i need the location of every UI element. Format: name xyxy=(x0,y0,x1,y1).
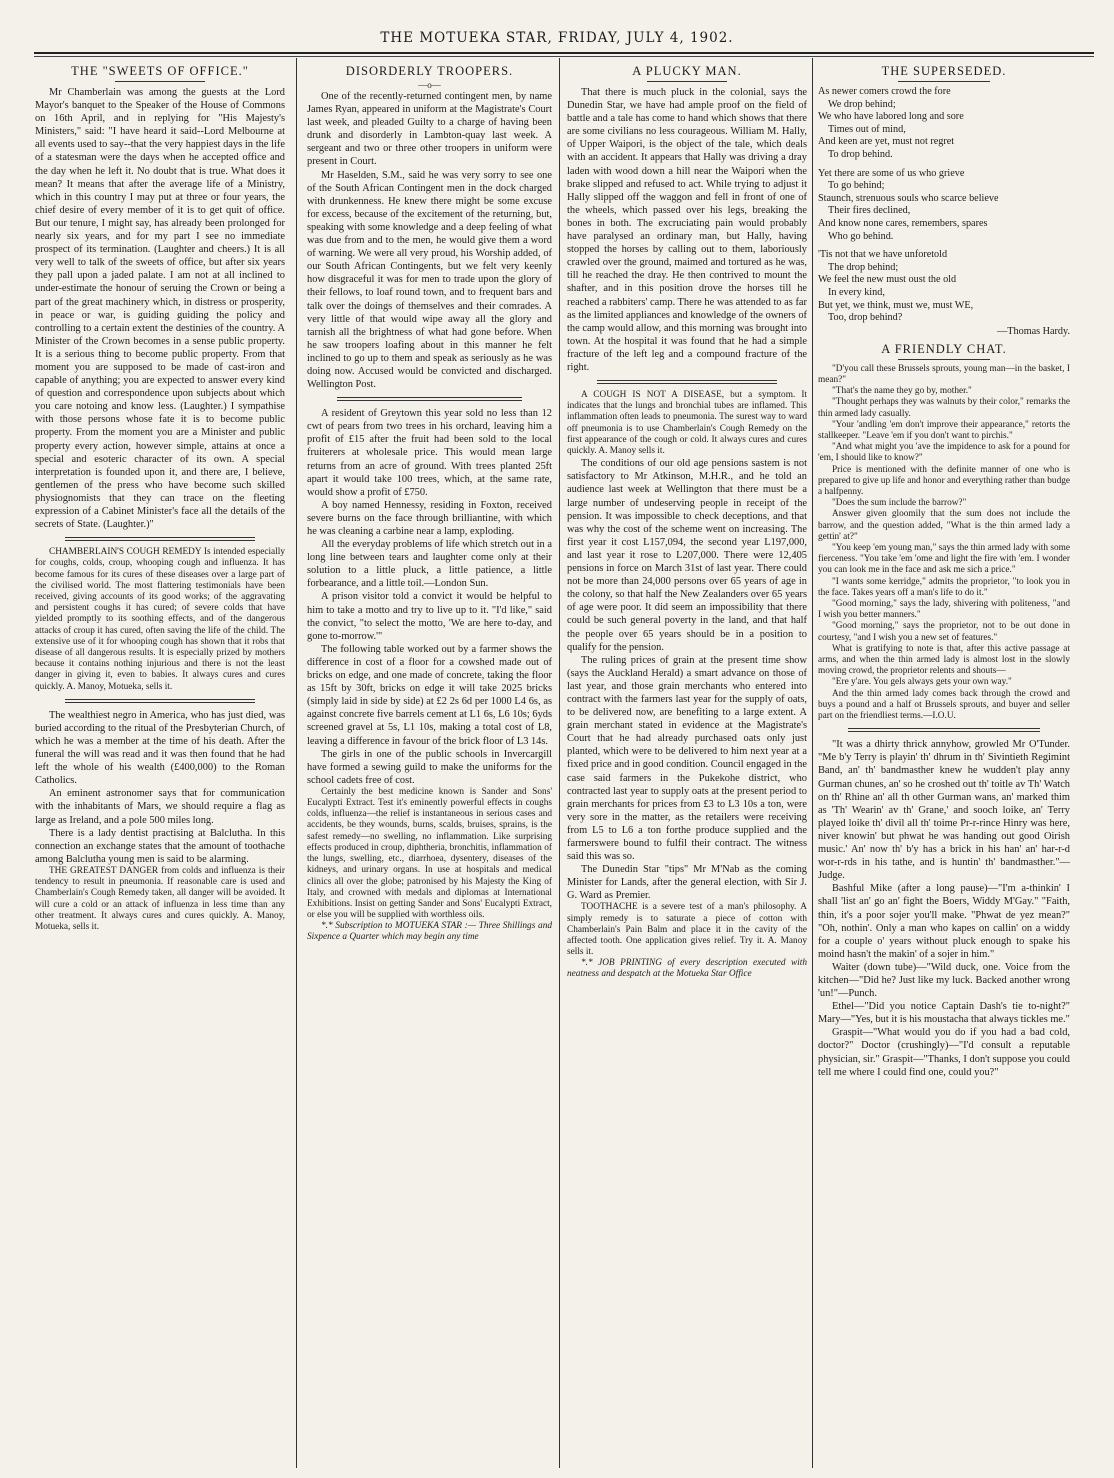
advert-toothache: TOOTHACHE is a severe test of a man's philosophy. A simply remedy is to saturate a piece of cotton with Chamberlain's Pain Balm and place it in the cavity of the affected tooth. One application gives relief. Try it. A. Manoy sells it. xyxy=(567,902,807,958)
article-title-sweets-of-office: THE "SWEETS OF OFFICE." xyxy=(71,64,249,78)
separator xyxy=(65,699,255,703)
paragraph-cowshed-floor: The following table worked out by a farmer shows the difference in cost of a floor for a cowshed made out of bricks on edge, and one made of concrete, taking the floor as 15ft by 30ft, bricks on edge it will take 2025 bricks (simply laid in side by side) at £2 2s 6d per 1000 L4 6s, as against concrete five barrels cement at L1 6s, L6 10s; 6yds screened gravel at 5s, L1 10s, making a total cost of L8, leaving a difference in favour of the brick floor of L3 14s. xyxy=(307,643,552,747)
paragraph-old-age-pensions: The conditions of our old age pensions sastem is not satisfactory to Mr Atkinson, M.H.R., and he told an audience last week at Wellington that there must be a large number of undeserving people in receipt of the pension. It was impossible to check deceptions, and that was why the cost of the scheme went on increasing. The first year it cost L157,094, the second year L197,000, and last year it rose to L207,000. There were 12,405 pensions in force on March 31st of last year. There could not be more than 24,000 persons over 65 years of age in the colony, so that half the New Zealanders over 65 years of age were poor. It did seem an impossibility that there could be such general poverty in the land, and that half the people over 65 years should be in a position to qualify for the pension. xyxy=(567,458,807,653)
poem-line: But yet, we think, must we, must WE, xyxy=(818,299,974,311)
poem-line: In every kind, xyxy=(828,286,885,298)
poem-line: We who have labored long and sore xyxy=(818,111,964,123)
column-1 xyxy=(35,64,285,1469)
poem-line: As newer comers crowd the fore xyxy=(818,86,951,97)
poem-line: To drop behind. xyxy=(828,148,893,160)
paragraph-hennessy: A boy named Hennessy, residing in Foxton, received severe burns on the face through brilliantine, with which he was cleaning a carbine near a lamp, exploding. xyxy=(307,499,552,537)
column-4 xyxy=(818,64,1070,1469)
troopers-paragraph-1: One of the recently-returned contingent men, by name James Ryan, appeared in uniform at the Magistrate's Court last week, and pleaded Guilty to a charge of having been drunk and disorderly in Lambton-quay last week. A sergeant and two or three other troopers in uniform were present in Court. xyxy=(307,91,552,168)
title-rule xyxy=(115,81,205,82)
poem-line: 'Tis not that we have unforetold xyxy=(818,249,948,261)
column-divider xyxy=(559,58,560,1468)
chat-paragraph: "You keep 'em young man," says the thin armed lady with some fierceness. "You take 'em 'ome and light the fire with 'em. I wonder you can look me in the face and ask me sich a price." xyxy=(818,543,1070,576)
chat-paragraph: "And what might you 'ave the impidence to ask for a pound for 'em, I should like to know?" xyxy=(818,442,1070,464)
chat-paragraph: "Good morning," says the lady, shivering with politeness, "and I wish you better manners." xyxy=(818,599,1070,621)
poem-superseded xyxy=(818,86,1070,325)
paragraph-astronomer: An eminent astronomer says that for communication with the inhabitants of Mars, we should require a flag as large as Ireland, and a pole 500 miles long. xyxy=(35,788,285,826)
article-body-sweets-of-office: Mr Chamberlain was among the guests at the Lord Mayor's banquet to the Speaker of the House of Commons on 16th April, and in replying for "His Majesty's Ministers," said: "I have heard it said--Lord Melbourne at all events used to say--that the very happiest days in the life of a statesman were the days when he accepted office and the day when he left it. No doubt that is true. What does it mean? It means that after the average life of a Ministry, which in this country I may put at three or four years, the chief desire of every member of it is to get quit of office. But our tenure, I might say, has already been prolonged for nearly six years, and for my part I see no immediate prospect of its termination. (Laughter and cheers.) It is all very well to talk of the sweets of office, but after six years they pall upon a jaded palate. I am not at all inclined to under-estimate the honour of seruing the Crown or being a part of the great machinery which, in distress or prosperity, in peace or war, is guiding guiding the policy and controlling to a certain extent the destinies of the country. A Minister of the Crown becomes in a sense public property. It is a serious thing to become public property. From that moment you are supposed to be made of cast-iron and capable of anything; you are expected to answer every kind of question and correspondence upon subjects about which you care notoing and know less. (Laughter.) I sympathise with those persons whose fate it is to become public property. From the moment you are a Minister and public property every action, however simple, attains at once a special and esoteric character of its own. A special interpretation is founded upon it, and there are, I believe, gentlemen of the press who have become such skilled physiognomists that they can trace on the fleeting expression of a Cabinet Minister's face all the details of the secrets of State. (Laughter.)" xyxy=(35,87,285,531)
advert-cough-not-disease: A COUGH IS NOT A DISEASE, but a symptom. It indicates that the lungs and bronchial tubes are inflamed. This inflammation often leads to pneumonia. The surest way to ward off pneumonia is to use Chamberlain's Cough Remedy on the first appearance of the cough or cold. It always cures and cures quickly. A. Manoy sells it. xyxy=(567,390,807,457)
chat-paragraph: "I wants some kerridge," admits the proprietor, "to look you in the face. Takes years off a man's life to do it." xyxy=(818,576,1070,598)
plucky-man-paragraph: That there is much pluck in the colonial, says the Dunedin Star, we have had ample proof on the field of battle and a tale has come to hand which shows that there are some civilians no less courageous. William M. Hally, of Upper Waipori, is the object of the tale, which deals with an accident. It appears that Hally was driving a dray laden with wood down a hill near the Waipori when the brake slipped and refused to act. While trying to adjust it Hally slipped off the waggon and fell in front of one of the wheels, which passed over his legs, breaking the bones in both. The excruciating pain would probably have paralysed an ordinary man, but Hally, having stopped the horses by calling out to them, laboriously crawled over the ground, maimed and tortured as he was, till he reached the dray. He then contrived to mount the shafter, and in this position drove the horses till he reached a rabbiters' camp. There he was attended to as far as the limited appliances and knowledge of the owners of the camp would allow, and this morning was brought into town. At the hospital it was found that he had a simple fracture of the left leg and a compound fracture of the right. xyxy=(567,87,807,373)
poem-line: To go behind; xyxy=(828,180,885,192)
paragraph-invercargill-girls: The girls in one of the public schools in Invercargill have formed a sewing guild to make the uniforms for the school cadets free of cost. xyxy=(307,748,552,786)
troopers-paragraph-2: Mr Haselden, S.M., said he was very sorry to see one of the South African Contingent men in the dock charged with drunkenness. He knew there might be some excuse for excess, because of the excitement of the returning, but, speaking with some knowledge and a deep feeling of what was due from and to the men, he would give them a word of warning. We were all very proud, his Worship added, of our South African Contingents, but we felt very keenly how disgraceful it was for men to trade upon the glory of their fellows, to loaf round town, and to frequent bars and talk over the doings of themselves and their comrades. A very little of that would wipe away all the glory and tarnish all the brightness of what had gone before. When he saw troopers loafing about in this manner he felt inclined to go up to them and speak as seriously as he was doing now. Accused would be convicted and discharged. Wellington Post. xyxy=(307,169,552,391)
job-printing-notice: *.* JOB PRINTING of every description executed with neatness and despatch at the Motueka Star Office xyxy=(567,958,807,980)
article-title-disorderly-troopers: DISORDERLY TROOPERS. xyxy=(345,64,514,78)
paragraph-ethel: Ethel—"Did you notice Captain Dash's tie to-night?" Mary—"Yes, but it is his moustacha that always tickles me." xyxy=(818,1001,1070,1026)
poem-line: Their fires declined, xyxy=(828,205,911,217)
title-rule xyxy=(898,81,990,82)
chat-paragraph: "Good morning," says the proprietor, not to be out done in courtesy, "and I wish you a new set of features." xyxy=(818,621,1070,643)
poem-title-superseded: THE SUPERSEDED. xyxy=(881,64,1007,78)
title-rule xyxy=(647,81,727,82)
chat-paragraph: "Does the sum include the barrow?" xyxy=(832,498,967,509)
chat-paragraph: "Your 'andling 'em don't improve their appearance," retorts the stallkeeper. "Leave 'em if you don't want to pirchis." xyxy=(818,419,1070,441)
column-divider xyxy=(812,58,813,1468)
friendly-chat-body xyxy=(818,364,1070,723)
paragraph-negro: The wealthiest negro in America, who has just died, was buried according to the ritual of the Presbyterian Church, of which he was a member at the time of his death. After the funeral the will was read and it was then found that he had left the whole of his wealth (£400,000) to the Roman Catholics. xyxy=(35,709,285,787)
masthead: THE MOTUEKA STAR, FRIDAY, JULY 4, 1902. xyxy=(380,30,734,46)
article-title-friendly-chat: A FRIENDLY CHAT. xyxy=(881,341,1007,356)
column-divider xyxy=(296,58,297,1468)
paragraph-dentist: There is a lady dentist practising at Balclutha. In this connection an exchange states that the amount of toothache among Balclutha young men is said to be alarming. xyxy=(35,827,285,865)
poem-line: Who go behind. xyxy=(828,230,894,242)
column-3 xyxy=(567,64,807,1469)
title-rule xyxy=(898,359,990,360)
masthead-rule xyxy=(34,52,1094,54)
separator xyxy=(848,728,1040,732)
chat-paragraph: Price is mentioned with the definite manner of one who is prepared to give up life and honor and everything rather than budge a halfpenny. xyxy=(818,464,1070,498)
poem-line: Yet there are some of us who grieve xyxy=(818,167,965,179)
paragraph-grain-prices: The ruling prices of grain at the present time show (says the Auckland Herald) a smart advance on those of last year, and those grain merchants who entered into contract with the farmers last year for the supply of oats, to be delivered now, are benefiting to a large extent. A grain merchant stated in evidence at the Magistrate's Court that he had already purchased oats only just planted, which were to be delivered to him next year at a fixed price and in good condition. Council engaged in the case said farmers in the Pukekohe district, who contracted last year to supply oats at the present period to grain merchants for prices from £3 to L3 10s a ton, were very sore in the matter, as the retailers were receiving from L5 to L6 a ton forthe produce supplied and the farmerswere bound to fulfil their contract. The witness said this was so. xyxy=(567,654,807,863)
chat-paragraph: And the thin armed lady comes back through the crowd and buys a pound and a half ot Brussels sprouts, and buyer and seller part on the friendliest terms.—I.O.U. xyxy=(818,688,1070,722)
chat-paragraph: "Thought perhaps they was walnuts by their color," remarks the thin armed lady casually. xyxy=(818,397,1070,419)
separator xyxy=(597,380,777,384)
chat-paragraph: What is gratifying to note is that, after this active passage at arms, and when the thin armed lady is almost lost in the slowly moving crowd, the proprietor relents and shouts— xyxy=(818,643,1070,677)
paragraph-terry-bandmaster: "It was a dhirty thrick annyhow, growled Mr O'Tunder. "Me b'y Terry is playin' th' dhrum in th' Sivintieth Regimint Band, an' th' bandmasther knew he wudden't play anny Gurman chunes, an' so he croshed out th' toitle av Th' Watch on th' Rhine an' all th other Gurman wans, an' marked thim as 'Th' Wearin' av th' Grane,' and sooch loike, an' Terry played loike th' divil all th' toime Pr-r-rince Hinry was here, niver knowin' but phwat he was handing out good Oirish music.' An' now th' b'y has a brick in his han' an' har-r-d wor-r-rds in his tathe, and is huntin' th' bandmasther."—Judge. xyxy=(818,739,1070,882)
advert-eucalypti-extract: Certainly the best medicine known is Sander and Sons' Eucalypti Extract. Test it's eminently powerful effects in coughs colds, influenza—the relief is instantaneous in serious cases and accidents, be they wounds, burns, scalds, bruises, sprains, is the safest remedy—no swelling, no inflammation. Like surprising effects produced in croup, diphtheria, bronchitis, inflammation of the lungs, swelling, etc., diarrhoea, dysentery, diseases of the kidneys, and urinary organs. In use at hospitals and medical clinics all over the globe; patronised by his Majesty the King of Italy, and crowned with medals and diplomas at International Exhibitions. Insist on getting Sander and Sons' Eucalypti Extract, or else you will be supplied with worthless oils. xyxy=(307,786,552,921)
paragraph-prison-visitor: A prison visitor told a convict it would be helpful to him to take a motto and try to live up to it. "I'd like," said the convict, "to select the motto, 'We are here to-day, and gone to-morrow.'" xyxy=(307,591,552,642)
poem-line: And keen are yet, must not regret xyxy=(818,136,955,148)
separator xyxy=(65,537,255,541)
chat-paragraph: "Ere y'are. You gels always gets your own way." xyxy=(832,677,1012,688)
paragraph-everyday-problems: All the everyday problems of life which stretch out in a long line between tears and laughter come only at their solution to a little pluck, a little patience, a little forbearance, and a little toil.—London Sun. xyxy=(307,539,552,590)
article-title-plucky-man: A PLUCKY MAN. xyxy=(632,64,742,78)
paragraph-bashful-mike: Bashful Mike (after a long pause)—"I'm a-thinkin' I shall 'list an' go an' fight the Boers, Widdy M'Gay." "Faith, thin, it's a poor sojer you'll make. "Phwat de yez mean?" "Oh, nothin'. Only a man who kapes on callin' on a widdy for a couple o' years without pluck enough to spake his moind hasn't the makin' of a sojer in him." xyxy=(818,883,1070,960)
chat-paragraph: Answer given gloomily that the sum does not include the barrow, and the question added, "What is the thin armed lady a gettin' at?" xyxy=(818,509,1070,542)
poem-line: Staunch, strenuous souls who scarce believe xyxy=(818,192,999,204)
poem-line: We feel the new must oust the old xyxy=(818,274,957,286)
advert-greatest-danger: THE GREATEST DANGER from colds and influenza is their tendency to result in pneumonia. If reasonable care is used and Chamberlain's Cough Remedy taken, all danger will be avoided. It will cure a cold or an attack of influenza in less time than any other treatment. It always cures and cures quickly. A. Manoy, Motueka, sells it. xyxy=(35,865,285,932)
paragraph-waiter: Waiter (down tube)—"Wild duck, one. Voice from the kitchen—"Did he? Just like my luck. Backed another wrong 'un!"—Punch. xyxy=(818,961,1070,1000)
title-ornament: —o— xyxy=(418,80,441,90)
subscription-notice: *.* Subscription to MOTUEKA STAR :— Three Shillings and Sixpence a Quarter which may begin any time xyxy=(307,921,552,943)
chat-paragraph: "That's the name they go by, mother." xyxy=(832,386,972,397)
separator xyxy=(337,397,522,401)
poem-line: The drop behind; xyxy=(828,261,899,273)
advert-cough-remedy: CHAMBERLAIN'S COUGH REMEDY Is intended especially for coughs, colds, croup, whooping cough and influenza. It has become famous for its cures of these diseases over a large part of the civilised world. The most flattering testimonials have been received, giving accounts of its good works; of the aggravating and persistent coughs it has cured; of severe colds that have yielded promptly to its soothing effects, and of the dangerous attacks of croup it has cured, often saving the life of the child. The extensive use of it for whooping cough has shown that it robs that disease of all dangerous results. It is especially prized by mothers because it contains nothing injurious and there is not the least danger in giving it, even to babies. It always cures and cures quickly. A. Manoy, Motueka, sells it. xyxy=(35,547,285,692)
poem-author: —Thomas Hardy. xyxy=(997,325,1070,337)
paragraph-graspit: Graspit—"What would you do if you had a bad cold, doctor?" Doctor (crushingly)—"I'd consult a reputable physician, sir." Graspit—"Thanks, I don't suppose you could tell me where I could find one, could you?" xyxy=(818,1027,1070,1078)
paragraph-mnab: The Dunedin Star "tips" Mr M'Nab as the coming Minister for Lands, after the general election, with Sir J. G. Ward as Premier. xyxy=(567,864,807,902)
poem-line: Too, drop behind? xyxy=(828,312,903,324)
poem-line: And know none cares, remembers, spares xyxy=(818,217,988,229)
column-2 xyxy=(307,64,552,1469)
chat-paragraph: "D'you call these Brussels sprouts, young man—in the basket, I mean?" xyxy=(818,363,1070,385)
masthead-rule-thin xyxy=(34,56,1094,57)
poem-line: We drop behind; xyxy=(828,98,896,110)
paragraph-greytown-pears: A resident of Greytown this year sold no less than 12 cwt of pears from two trees in his orchard, leaving him a profit of £15 after the fruit had been sold to the local fruiterers at wholesale price. This would mean large returns from an acre of ground. With trees planted 25ft apart it would take 100 trees, which, at the same rate, would show a profit of £750. xyxy=(307,408,552,498)
poem-line: Times out of mind, xyxy=(828,123,906,135)
